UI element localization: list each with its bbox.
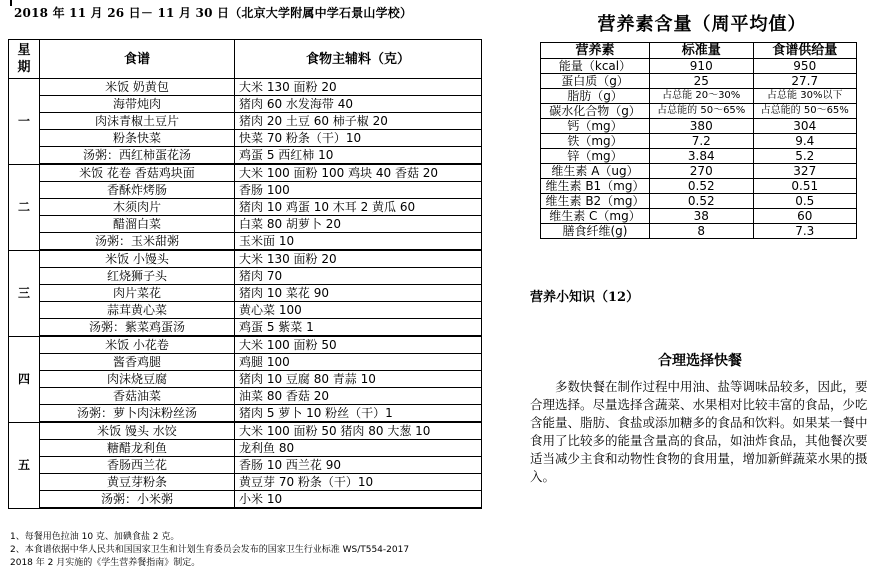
ingredients-cell: 猪肉 20 土豆 60 柿子椒 20: [235, 113, 482, 130]
nutrient-name: 碳水化合物（g）: [541, 104, 650, 119]
weekday-cell: 五: [9, 422, 40, 508]
ingredients-cell: 鸡腿 100: [235, 354, 482, 371]
supply-value: 0.51: [753, 179, 857, 194]
dish-cell: 米饭 奶黄包: [40, 79, 235, 96]
nutrient-name: 维生素 B2（mg）: [541, 194, 650, 209]
ingredients-cell: 猪肉 10 菜花 90: [235, 285, 482, 302]
nutrient-name: 锌（mg）: [541, 149, 650, 164]
ingredients-cell: 猪肉 60 水发海带 40: [235, 96, 482, 113]
dish-cell: 汤粥：小米粥: [40, 491, 235, 509]
weekday-cell: 二: [9, 164, 40, 250]
weekday-cell: 四: [9, 336, 40, 422]
standard-value: 0.52: [650, 194, 754, 209]
nutrient-row: [541, 209, 857, 224]
dish-cell: 米饭 花卷 香菇鸡块面: [40, 164, 235, 182]
standard-value: 0.52: [650, 179, 754, 194]
menu-row: [9, 250, 482, 268]
standard-value: 8: [650, 224, 754, 239]
weekday-cell: 三: [9, 250, 40, 336]
nutrient-row: [541, 74, 857, 89]
nutrient-name: 维生素 B1（mg）: [541, 179, 650, 194]
supply-value: 327: [753, 164, 857, 179]
menu-body: [9, 79, 482, 509]
page-tick: [10, 0, 12, 6]
nutrient-name: 能量（kcal）: [541, 59, 650, 74]
dish-cell: 肉沫烧豆腐: [40, 371, 235, 388]
dish-cell: 糖醋龙利鱼: [40, 440, 235, 457]
col-day-header: 星期: [9, 40, 40, 79]
dish-cell: 红烧狮子头: [40, 268, 235, 285]
menu-row: [9, 216, 482, 233]
nutrient-row: [541, 224, 857, 239]
ingredients-cell: 黄心菜 100: [235, 302, 482, 319]
menu-row: [9, 113, 482, 130]
nutrition-table: [540, 42, 857, 239]
standard-value: 7.2: [650, 134, 754, 149]
menu-row: [9, 79, 482, 96]
ingredients-cell: 猪肉 70: [235, 268, 482, 285]
dish-cell: 粉条快菜: [40, 130, 235, 147]
menu-row: [9, 354, 482, 371]
menu-row: [9, 268, 482, 285]
dish-cell: 汤粥：萝卜肉沫粉丝汤: [40, 405, 235, 423]
dish-cell: 木须肉片: [40, 199, 235, 216]
supply-header: 食谱供给量: [753, 43, 857, 59]
supply-value: 9.4: [753, 134, 857, 149]
supply-value: 0.5: [753, 194, 857, 209]
dish-cell: 汤粥：紫菜鸡蛋汤: [40, 319, 235, 337]
ingredients-cell: 黄豆芽 70 粉条（干）10: [235, 474, 482, 491]
nutrient-row: [541, 89, 857, 104]
menu-row: [9, 319, 482, 337]
supply-value: 7.3: [753, 224, 857, 239]
ingredients-cell: 猪肉 5 萝卜 10 粉丝（干）1: [235, 405, 482, 423]
menu-row: [9, 371, 482, 388]
dish-cell: 香菇油菜: [40, 388, 235, 405]
supply-value: 304: [753, 119, 857, 134]
ingredients-cell: 白菜 80 胡萝卜 20: [235, 216, 482, 233]
ingredients-cell: 玉米面 10: [235, 233, 482, 251]
page-header: 2018 年 11 月 26 日－ 11 月 30 日（北京大学附属中学石景山学校）: [14, 6, 413, 20]
standard-value: 占总能 20～30%: [650, 89, 754, 104]
footnotes: [10, 531, 409, 570]
tip-heading: 营养小知识（12）: [530, 290, 640, 305]
nutrient-row: [541, 179, 857, 194]
standard-header: 标准量: [650, 43, 754, 59]
ingredients-cell: 猪肉 10 豆腐 80 青蒜 10: [235, 371, 482, 388]
menu-row: [9, 491, 482, 509]
supply-value: 950: [753, 59, 857, 74]
standard-value: 270: [650, 164, 754, 179]
nutrient-row: [541, 134, 857, 149]
menu-row: [9, 164, 482, 182]
menu-row: [9, 285, 482, 302]
supply-value: 占总能 30%以下: [753, 89, 857, 104]
supply-value: 占总能的 50～65%: [753, 104, 857, 119]
dish-cell: 肉片菜花: [40, 285, 235, 302]
supply-value: 60: [753, 209, 857, 224]
menu-row: [9, 422, 482, 440]
dish-cell: 酱香鸡腿: [40, 354, 235, 371]
menu-row: [9, 130, 482, 147]
ingredients-cell: 鸡蛋 5 紫菜 1: [235, 319, 482, 337]
dish-cell: 香酥炸烤肠: [40, 182, 235, 199]
nutrition-body: [541, 59, 857, 239]
standard-value: 910: [650, 59, 754, 74]
menu-row: [9, 457, 482, 474]
nutrient-name: 维生素 A（ug）: [541, 164, 650, 179]
col-dish-header: 食谱: [40, 40, 235, 79]
article-title: 合理选择快餐: [658, 353, 742, 369]
dish-cell: 香肠西兰花: [40, 457, 235, 474]
ingredients-cell: 快菜 70 粉条（干）10: [235, 130, 482, 147]
footnote: 2、本食谱依据中华人民共和国国家卫生和计划生育委员会发布的国家卫生行业标准 WS/T554-2017: [10, 545, 410, 555]
standard-value: 38: [650, 209, 754, 224]
menu-row: [9, 474, 482, 491]
nutrient-name: 钙（mg）: [541, 119, 650, 134]
dish-cell: 汤粥：玉米甜粥: [40, 233, 235, 251]
ingredients-cell: 鸡蛋 5 西红柿 10: [235, 147, 482, 165]
nutrient-name: 蛋白质（g）: [541, 74, 650, 89]
nutrient-name: 铁（mg）: [541, 134, 650, 149]
menu-header-row: [9, 40, 482, 79]
dish-cell: 蒜茸黄心菜: [40, 302, 235, 319]
menu-row: [9, 182, 482, 199]
nutrient-row: [541, 194, 857, 209]
dish-cell: 米饭 馒头 水饺: [40, 422, 235, 440]
standard-value: 25: [650, 74, 754, 89]
nutrition-header-row: [541, 43, 857, 59]
menu-row: [9, 405, 482, 423]
ingredients-cell: 大米 100 面粉 50 猪肉 80 大葱 10: [235, 422, 482, 440]
weekday-cell: 一: [9, 79, 40, 165]
nutrient-row: [541, 149, 857, 164]
dish-cell: 米饭 小花卷: [40, 336, 235, 354]
nutrient-row: [541, 59, 857, 74]
dish-cell: 肉沫青椒土豆片: [40, 113, 235, 130]
nutrition-title: 营养素含量（周平均值）: [597, 14, 807, 35]
ingredients-cell: 香肠 10 西兰花 90: [235, 457, 482, 474]
ingredients-cell: 小米 10: [235, 491, 482, 509]
supply-value: 5.2: [753, 149, 857, 164]
menu-row: [9, 388, 482, 405]
dish-cell: 醋溜白菜: [40, 216, 235, 233]
ingredients-cell: 龙利鱼 80: [235, 440, 482, 457]
menu-row: [9, 199, 482, 216]
footnote: 2018 年 2 月实施的《学生营养餐指南》制定。: [10, 558, 201, 568]
ingredients-cell: 大米 100 面粉 100 鸡块 40 香菇 20: [235, 164, 482, 182]
dish-cell: 海带炖肉: [40, 96, 235, 113]
nutrient-name: 脂肪（g）: [541, 89, 650, 104]
dish-cell: 黄豆芽粉条: [40, 474, 235, 491]
standard-value: 占总能的 50～65%: [650, 104, 754, 119]
standard-value: 3.84: [650, 149, 754, 164]
nutrient-row: [541, 104, 857, 119]
ingredients-cell: 大米 100 面粉 50: [235, 336, 482, 354]
menu-row: [9, 302, 482, 319]
footnote: 1、每餐用色拉油 10 克、加碘食盐 2 克。: [10, 532, 180, 542]
ingredients-cell: 猪肉 10 鸡蛋 10 木耳 2 黄瓜 60: [235, 199, 482, 216]
standard-value: 380: [650, 119, 754, 134]
menu-row: [9, 336, 482, 354]
ingredients-cell: 油菜 80 香菇 20: [235, 388, 482, 405]
menu-row: [9, 440, 482, 457]
dish-cell: 米饭 小馒头: [40, 250, 235, 268]
menu-row: [9, 233, 482, 251]
nutrient-name: 膳食纤维(g): [541, 224, 650, 239]
menu-row: [9, 96, 482, 113]
nutrient-header: 营养素: [541, 43, 650, 59]
ingredients-cell: 大米 130 面粉 20: [235, 79, 482, 96]
ingredients-cell: 香肠 100: [235, 182, 482, 199]
menu-table: [8, 39, 482, 509]
col-ing-header: 食物主辅料（克）: [235, 40, 482, 79]
dish-cell: 汤粥：西红柿蛋花汤: [40, 147, 235, 165]
ingredients-cell: 大米 130 面粉 20: [235, 250, 482, 268]
menu-row: [9, 147, 482, 165]
supply-value: 27.7: [753, 74, 857, 89]
nutrient-name: 维生素 C（mg）: [541, 209, 650, 224]
nutrient-row: [541, 164, 857, 179]
article-body: 多数快餐在制作过程中用油、盐等调味品较多，因此，要合理选择。尽量选择含蔬菜、水果相对比较丰富的食品，少吃含能量、脂肪、食盐或添加糖多的食品和饮料。如果某一餐中食用了比较多的能量含量高的食品，如油炸食品，其他餐次要适当减少主食和动物性食物的食用量，增加新鲜蔬菜水果的摄入。: [530, 379, 868, 484]
nutrient-row: [541, 119, 857, 134]
